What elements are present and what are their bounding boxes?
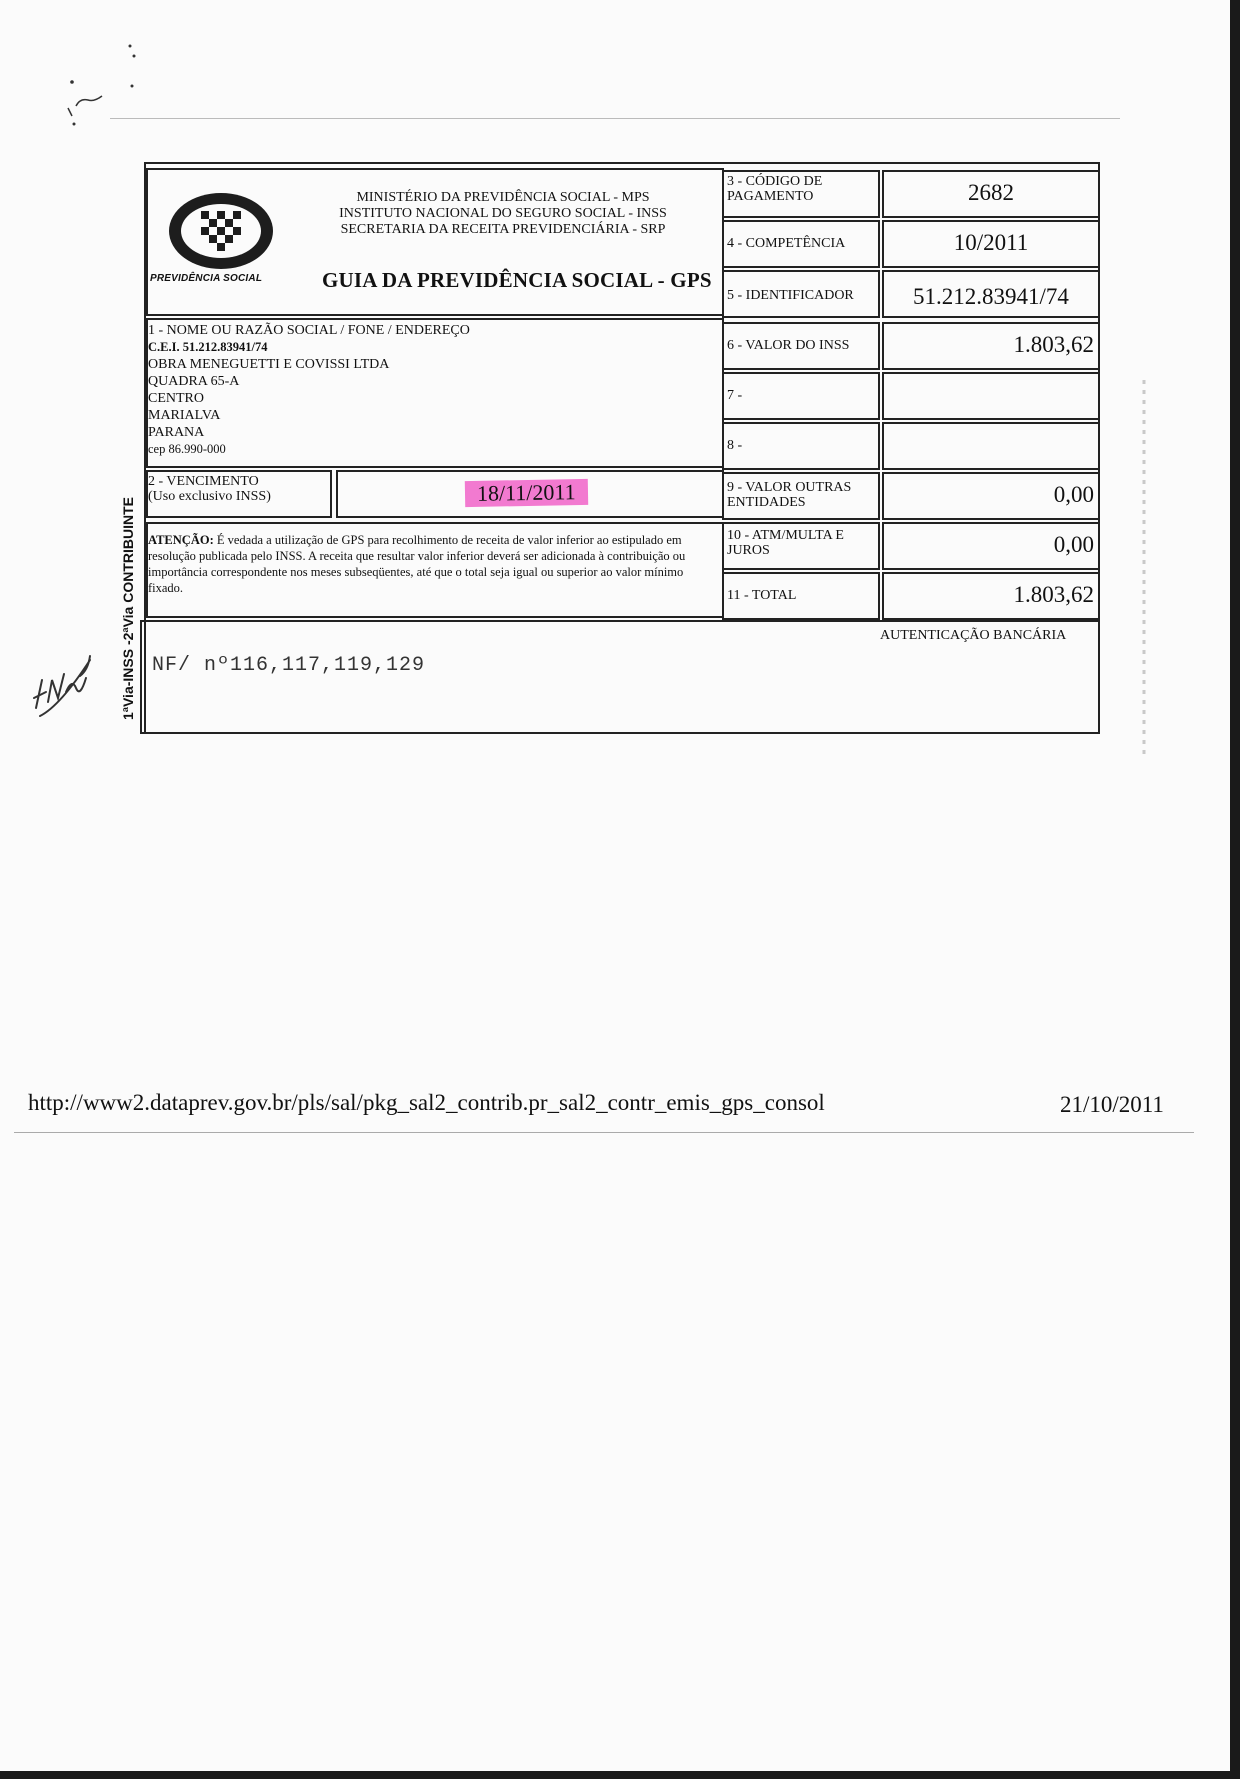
cep-line: cep 86.990-000 <box>148 442 226 456</box>
scan-border-right <box>1230 0 1240 1779</box>
field-7-label: 7 - <box>722 372 880 420</box>
identificador-label: 5 - IDENTIFICADOR <box>722 270 880 318</box>
logo-caption: PREVIDÊNCIA SOCIAL <box>150 273 263 284</box>
cei-line: C.E.I. 51.212.83941/74 <box>148 340 268 354</box>
via-side-text: 1ªVia-INSS -2ªVia CONTRIBUINTE <box>120 496 136 720</box>
competencia-label: 4 - COMPETÊNCIA <box>722 220 880 268</box>
razao-social-line: OBRA MENEGUETTI E COVISSI LTDA <box>148 357 390 372</box>
field-8-label: 8 - <box>722 422 880 470</box>
bairro-line: CENTRO <box>148 391 204 406</box>
atencao-text: É vedada a utilização de GPS para recolhimento de receita de valor inferior ao estipulado em resolução publicada pelo INSS. A receita que resultar valor inferior deverá ser adicionada à contribuição ou importância correspondente nos meses subseqüentes, até que o total seja igual ou superior ao valor mínimo fixado. <box>148 533 686 595</box>
organization-block <box>318 190 688 238</box>
contribuinte-label: 1 - NOME OU RAZÃO SOCIAL / FONE / ENDEREÇO <box>148 323 470 338</box>
org-line-inss: INSTITUTO NACIONAL DO SEGURO SOCIAL - INSS <box>339 206 667 221</box>
vencimento-label-line2: (Uso exclusivo INSS) <box>148 489 271 504</box>
atencao-notice <box>148 532 720 596</box>
total-value: 1.803,62 <box>882 572 1100 620</box>
endereco-line: QUADRA 65-A <box>148 374 240 389</box>
observacao-top-rule <box>140 620 1098 622</box>
top-rule <box>110 118 1120 119</box>
scan-border-bottom <box>0 1771 1240 1779</box>
handwritten-signature <box>28 640 108 720</box>
print-date: 21/10/2011 <box>1060 1092 1164 1117</box>
field-7-value <box>882 372 1100 420</box>
identificador-value: 51.212.83941/74 <box>882 270 1100 318</box>
outras-entidades-value: 0,00 <box>882 472 1100 520</box>
scan-specks <box>60 40 150 130</box>
atencao-lead: ATENÇÃO: <box>148 533 214 547</box>
vencimento-value-highlighted: 18/11/2011 <box>465 479 588 507</box>
competencia-value: 10/2011 <box>882 220 1100 268</box>
autenticacao-bancaria-label: AUTENTICAÇÃO BANCÁRIA <box>880 628 1067 643</box>
footer-rule <box>14 1132 1194 1133</box>
source-url: http://www2.dataprev.gov.br/pls/sal/pkg_sal2_contrib.pr_sal2_contr_emis_gps_consol <box>28 1090 825 1115</box>
cidade-line: MARIALVA <box>148 408 221 423</box>
atm-multa-juros-label: 10 - ATM/MULTA E JUROS <box>722 522 880 570</box>
faint-vertical-stamp <box>1138 380 1150 760</box>
atm-multa-juros-value: 0,00 <box>882 522 1100 570</box>
codigo-value: 2682 <box>882 170 1100 218</box>
org-line-srp: SECRETARIA DA RECEITA PREVIDENCIÁRIA - SRP <box>340 222 666 237</box>
valor-inss-value: 1.803,62 <box>882 322 1100 370</box>
field-8-value <box>882 422 1100 470</box>
contribuinte-block <box>148 322 470 458</box>
previdencia-logo-icon <box>166 190 276 272</box>
valor-inss-label: 6 - VALOR DO INSS <box>722 322 880 370</box>
vencimento-label <box>148 474 271 504</box>
form-title: GUIA DA PREVIDÊNCIA SOCIAL - GPS <box>322 268 712 292</box>
org-line-ministerio: MINISTÉRIO DA PREVIDÊNCIA SOCIAL - MPS <box>356 190 650 205</box>
nota-fiscal-note: NF/ nº116,117,119,129 <box>152 654 426 677</box>
estado-line: PARANA <box>148 425 205 440</box>
codigo-label: 3 - CÓDIGO DE PAGAMENTO <box>722 170 880 218</box>
vencimento-label-line1: 2 - VENCIMENTO <box>148 474 259 489</box>
outras-entidades-label: 9 - VALOR OUTRAS ENTIDADES <box>722 472 880 520</box>
total-label: 11 - TOTAL <box>722 572 880 620</box>
